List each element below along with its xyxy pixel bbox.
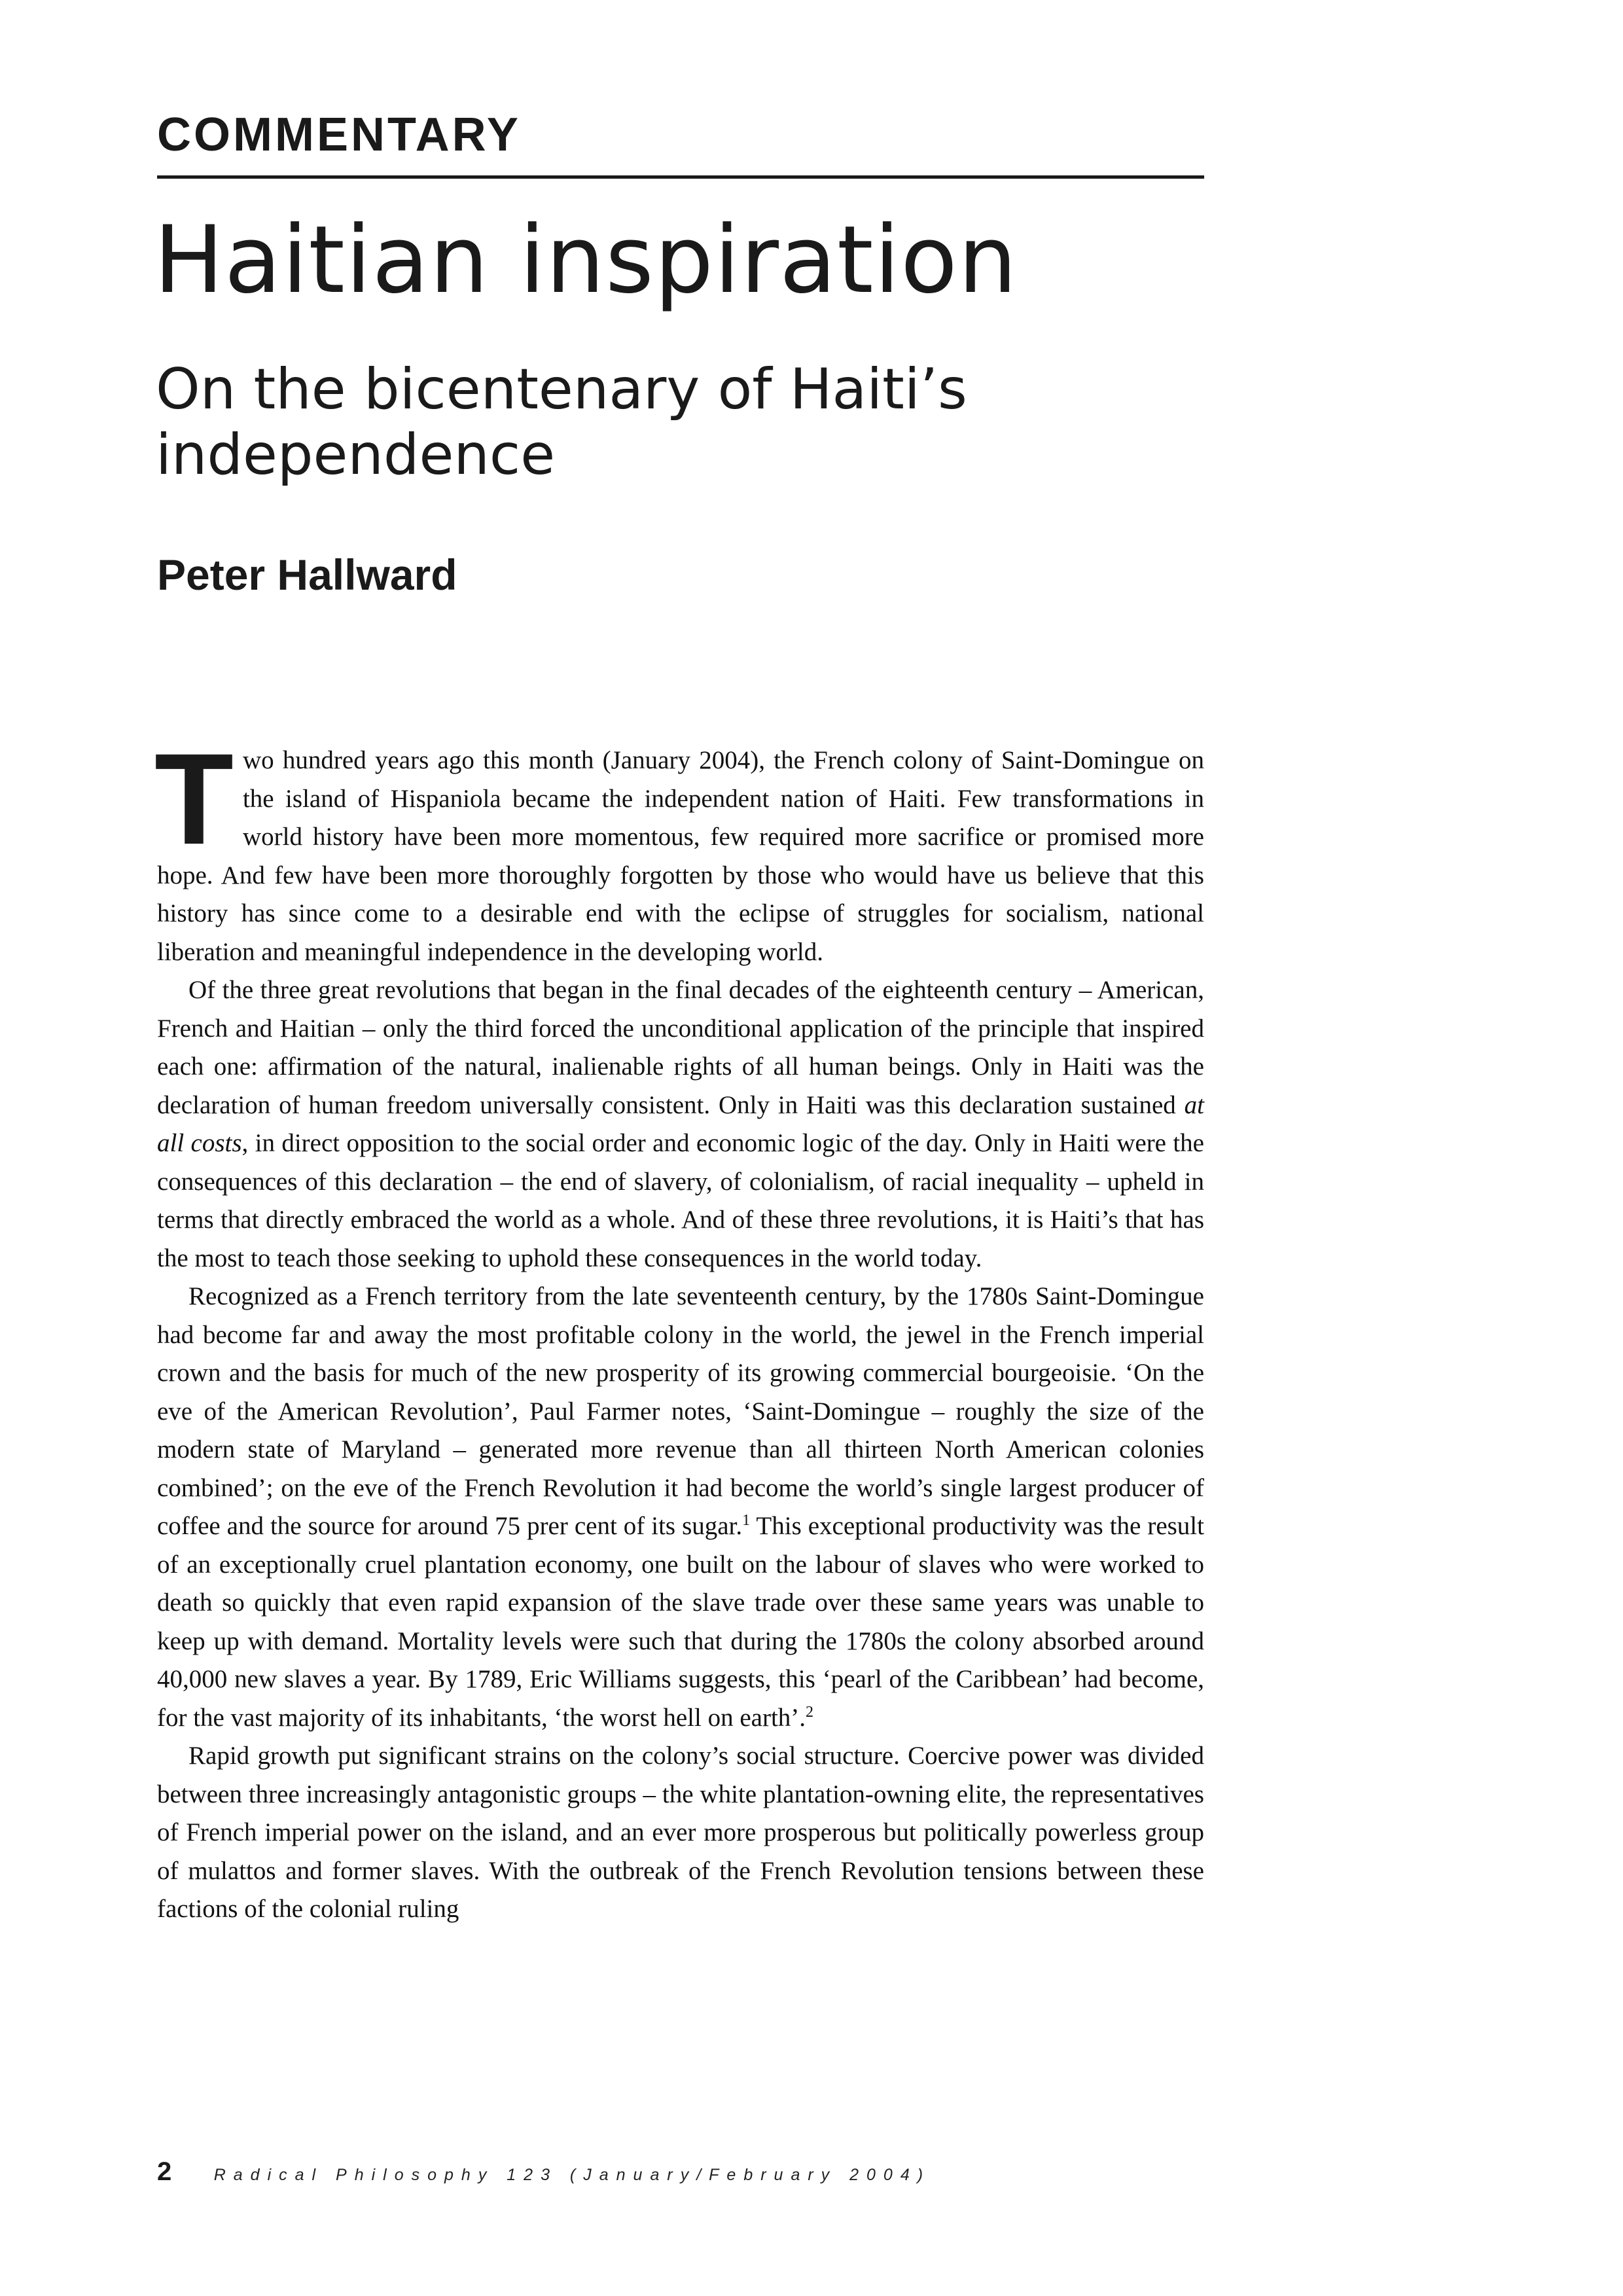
paragraph-4-text: Rapid growth put significant strains on the colony’s social structure. Coercive power was divided between three increasingly antagonistic groups – the white plantation-owning elite, the representatives of French imperial power on the island, and an ever more prosperous but politically powerless group of mulattos and former slaves. With the outbreak of the French Revolution tensions between these factions of the colonial ruling bbox=[157, 1742, 1204, 1923]
paragraph-2 bbox=[157, 971, 1204, 1278]
journal-citation: Radical Philosophy 123 (January/February 2004) bbox=[213, 2166, 931, 2184]
footnote-marker-2: 2 bbox=[806, 1703, 814, 1721]
paragraph-2-text-end: , in direct opposition to the social order and economic logic of the day. Only in Haiti were the consequences of this declaration – the end of slavery, of colonialism, of racial inequality – upheld in terms that directly embraced the world as a whole. And of these three revolutions, it is Haiti’s that has the most to teach those seeking to uphold these consequences in the world today. bbox=[157, 1129, 1204, 1272]
paragraph-3-text-part1: Recognized as a French territory from the late seventeenth century, by the 1780s Saint-Domingue had become far and away the most profitable colony in the world, the jewel in the French imperial crown and the basis for much of the new prosperity of its growing commercial bourgeoisie. ‘On the eve of the American Revolution’, Paul Farmer notes, ‘Saint-Domingue – roughly the size of the modern state of Maryland – generated more revenue than all thirteen North American colonies combined’; on the eve of the French Revolution it had become the world’s single largest producer of coffee and the source for around 75 prer cent of its sugar. bbox=[157, 1282, 1204, 1540]
paragraph-2-text-start: Of the three great revolutions that began in the final decades of the eighteenth century – American, French and Haitian – only the third forced the unconditional application of the principle that inspired each one: affirmation of the natural, inalienable rights of all human beings. Only in Haiti was the declaration of human freedom universally consistent. Only in Haiti was this declaration sustained bbox=[157, 976, 1204, 1119]
paragraph-1 bbox=[154, 726, 1204, 971]
footnote-marker-1: 1 bbox=[742, 1512, 751, 1529]
author-name: Peter Hallward bbox=[157, 550, 457, 599]
page-footer bbox=[157, 2157, 931, 2187]
section-divider bbox=[157, 175, 1204, 179]
article-subtitle: On the bicentenary of Haiti’s independence bbox=[156, 357, 967, 488]
article-body bbox=[154, 726, 1204, 1929]
page-number: 2 bbox=[157, 2157, 172, 2186]
article-title: Haitian inspiration bbox=[154, 206, 1018, 314]
paragraph-2-emphasis: at all costs bbox=[157, 1090, 1204, 1157]
paragraph-3-text-part2: This exceptional productivity was the result of an exceptionally cruel plantation economy, one built on the labour of slaves who were worked to death so quickly that even rapid expansion of the slave trade over these same years was unable to keep up with demand. Mortality levels were such that during the 1780s the colony absorbed around 40,000 new slaves a year. By 1789, Eric Williams suggests, this ‘pearl of the Caribbean’ had become, for the vast majority of its inhabitants, ‘the worst hell on earth’. bbox=[157, 1512, 1204, 1732]
paragraph-1-text: wo hundred years ago this month (January 2004), the French colony of Saint-Domingue on the island of Hispaniola became the independent nation of Haiti. Few transformations in world history have been more momentous, few required more sacrifice or promised more hope. And few have been more thoroughly forgotten by those who would have us believe that this history has since come to a desirable end with the eclipse of struggles for socialism, national liberation and meaningful independence in the developing world. bbox=[157, 746, 1204, 966]
drop-cap: T bbox=[154, 726, 234, 871]
paragraph-4 bbox=[157, 1737, 1204, 1929]
paragraph-3 bbox=[157, 1278, 1204, 1737]
section-label: COMMENTARY bbox=[157, 109, 521, 161]
